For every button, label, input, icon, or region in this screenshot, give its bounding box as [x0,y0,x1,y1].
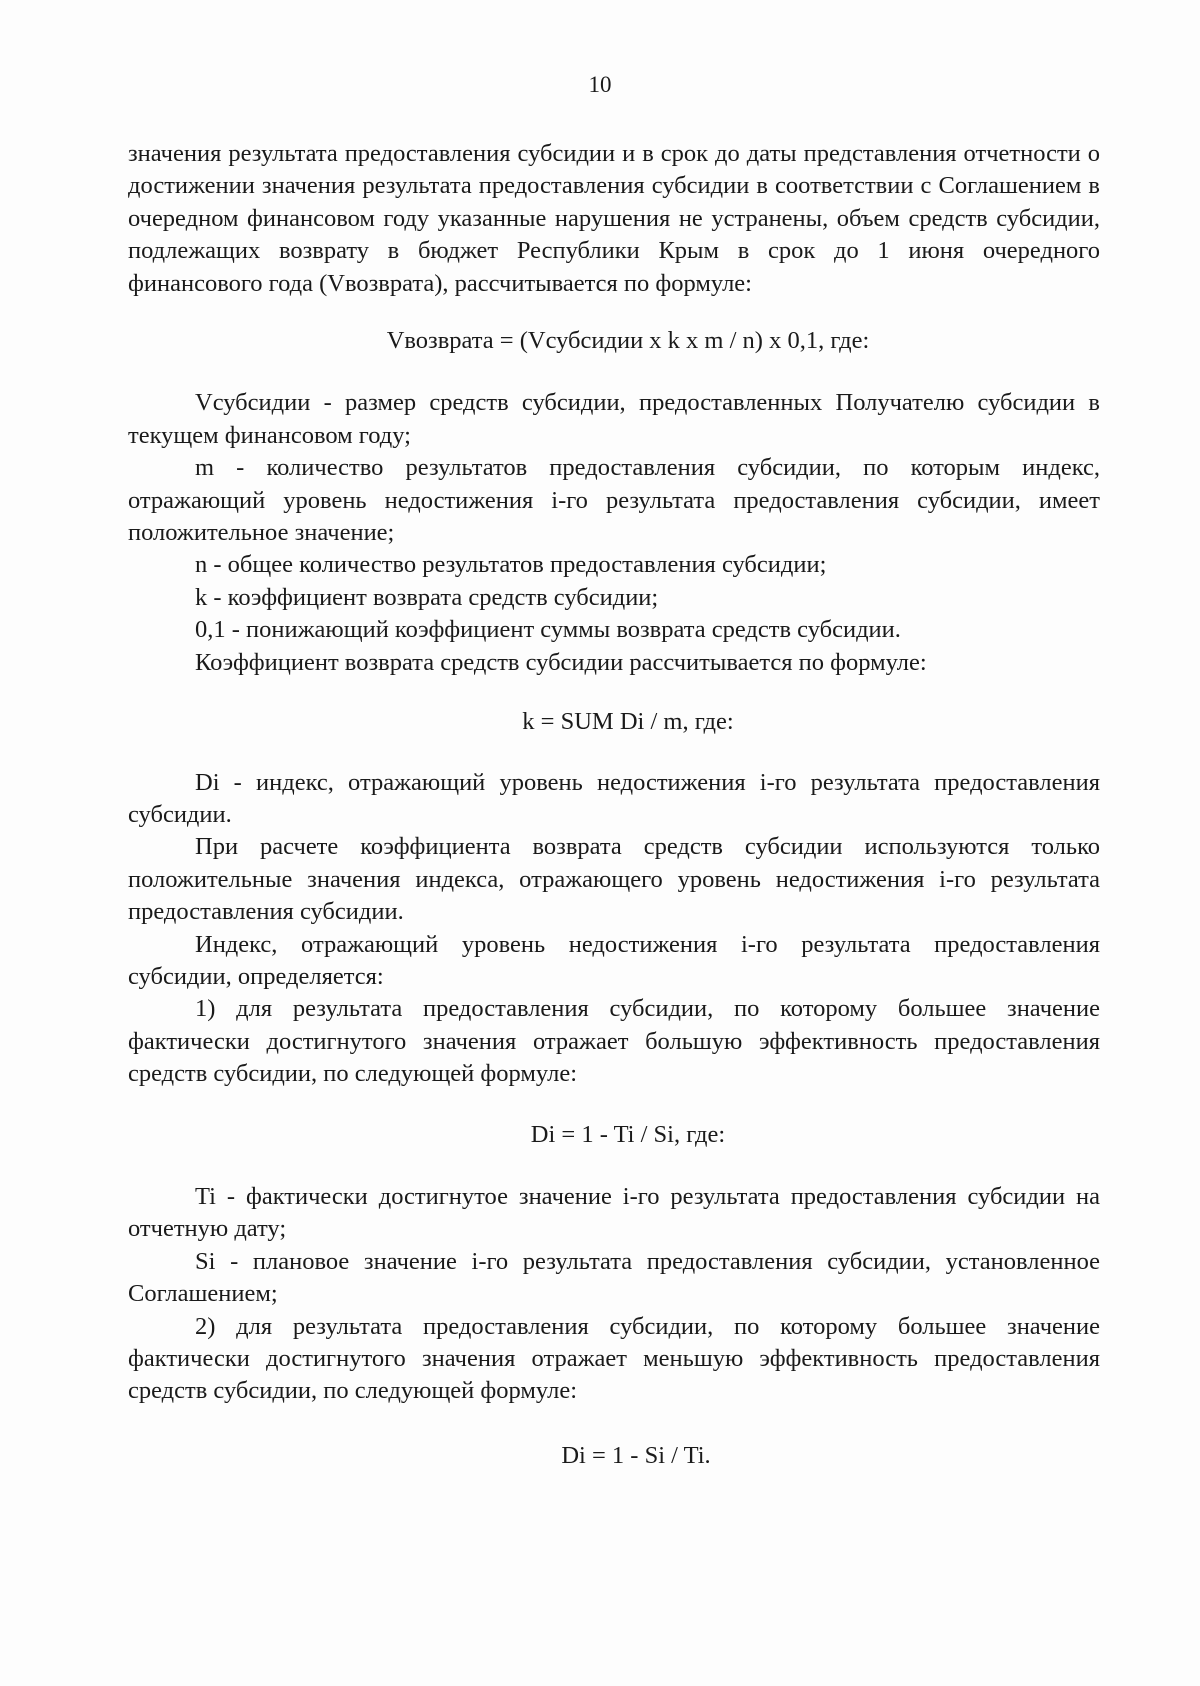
paragraph-positive-values: При расчете коэффициента возврата средств субсидии используются только положительные значения индекса, отражающего уровень недостижения i-го результата предоставления субсидии. [128,833,1100,926]
definition-reducing-coefficient: 0,1 - понижающий коэффициент суммы возврата средств субсидии. [195,616,901,644]
definition-v-subsidy: Vсубсидии - размер средств субсидии, предоставленных Получателю субсидии в текущем финансовом году; [128,389,1100,449]
paragraph-index-determined: Индекс, отражающий уровень недостижения i-го результата предоставления субсидии, определяется: [128,930,1100,990]
formula-return-volume: Vвозврата = (Vсубсидии x k x m / n) x 0,1, где: [386,327,870,355]
formula-di-case-2: Di = 1 - Si / Ti. [561,1441,711,1469]
definition-di: Di - индекс, отражающий уровень недостижения i-го результата предоставления субсидии. [128,768,1100,828]
formula-di-case-1: Di = 1 - Ti / Si, где: [530,1120,726,1148]
definition-si: Si - плановое значение i-го результата предоставления субсидии, установленное Соглашением; [128,1247,1100,1308]
item-2-lower-effectiveness: 2) для результата предоставления субсидии, по которому большее значение фактически достигнутого значения отражает меньшую эффективность предоставления средств субсидии, по следующей формуле: [128,1312,1100,1405]
page-number: 10 [588,72,612,97]
paragraph-return-volume-intro: значения результата предоставления субсидии и в срок до даты представления отчетности о достижении значения результата предоставления субсидии в соответствии с Соглашением в очередном финансовом году указанные нарушения не устранены, объем средств субсидии, подлежащих возврату в бюджет Республики Крым в срок до 1 июня очередного финансового года (Vвозврата), рассчитывается по формуле: [128,140,1100,297]
definition-ti: Ti - фактически достигнутое значение i-го результата предоставления субсидии на отчетную дату; [128,1182,1100,1243]
definition-m: m - количество результатов предоставления субсидии, по которым индекс, отражающий уровень недостижения i-го результата предоставления субсидии, имеет положительное значение; [128,454,1100,547]
item-1-greater-effectiveness: 1) для результата предоставления субсидии, по которому большее значение фактически достигнутого значения отражает большую эффективность предоставления средств субсидии, по следующей формуле: [128,995,1100,1088]
document-body [128,138,1100,1472]
formula-return-coefficient: k = SUM Di / m, где: [522,708,734,736]
definition-k: k - коэффициент возврата средств субсидии; [195,583,659,611]
definition-n: n - общее количество результатов предоставления субсидии; [195,551,827,579]
paragraph-coefficient-intro: Коэффициент возврата средств субсидии рассчитывается по формуле: [195,648,927,676]
